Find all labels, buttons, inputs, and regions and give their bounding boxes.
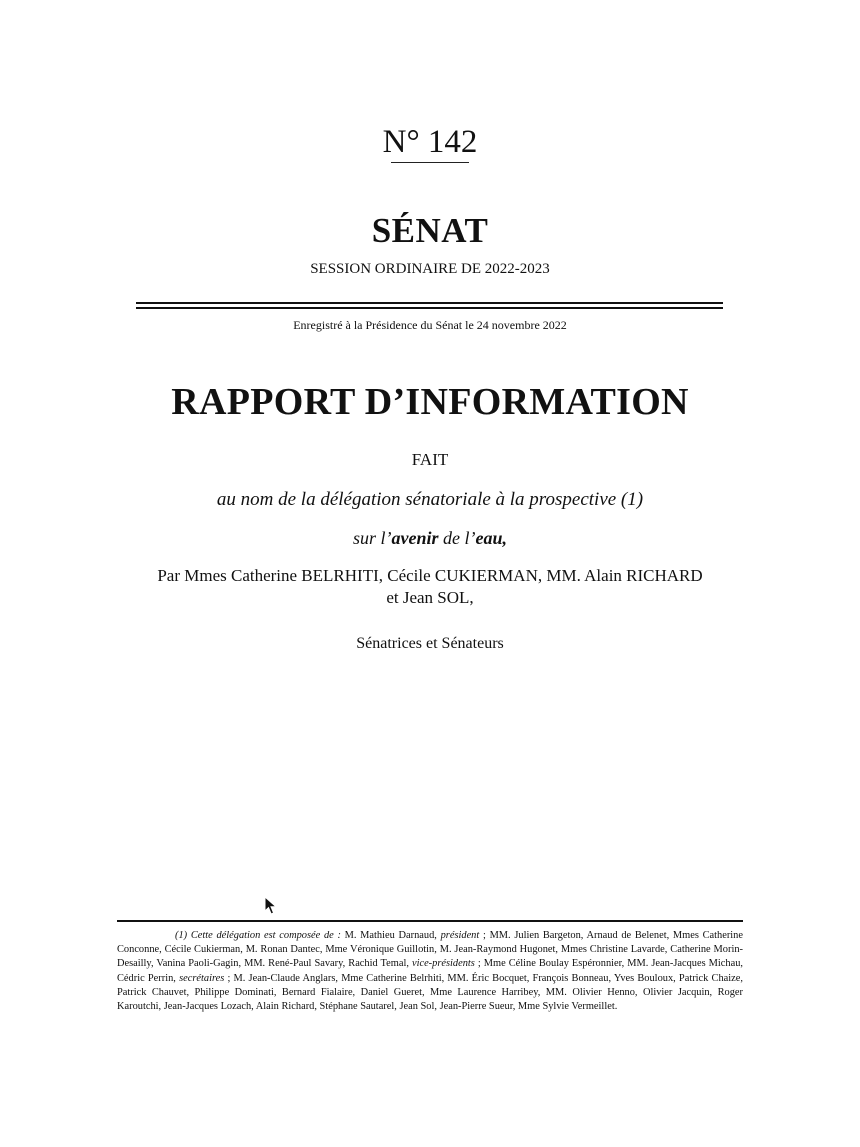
footnote-intro: (1) Cette délégation est composée de :	[175, 930, 341, 941]
footnote-vice-presidents: vice-présidents	[411, 958, 475, 970]
footnote-president: président	[440, 930, 480, 941]
header-divider-top	[136, 302, 723, 304]
chamber-title: SÉNAT	[371, 211, 489, 250]
subject-word-avenir: avenir	[391, 528, 439, 548]
footnote-segment-2: ; MM. Julien Bargeton, Arnaud de Belenet, Mmes Catherine Conconne, Cécile Cukierman, M. Ronan Dantec, Mme Véronique Guillotin, M. Jean-Raymond Hugonet, Mmes Christine Lavarde, Catherine Morin-Desailly, Vanina Paoli-Gagin, MM. René-Paul Savary, Rachid Temal,	[117, 930, 743, 970]
footnote-delegation-members	[117, 929, 743, 1014]
header-divider-bottom	[136, 307, 723, 309]
footnote-segment-4: ; M. Jean-Claude Anglars, Mme Catherine Belrhiti, MM. Éric Bocquet, François Bonneau, Yves Bouloux, Patrick Chaize, Patrick Chauvet, Philippe Dominati, Bernard Fialaire, Daniel Gueret, Mme Laurence Harribey, MM. Olivier Henno, Olivier Jacquin, Roger Karoutchi, Jean-Jacques Lozach, Alain Richard, Stéphane Sautarel, Jean Sol, Jean-Pierre Sueur, Mme Sylvie Vermeillet.	[117, 972, 743, 1013]
mouse-pointer-icon	[264, 896, 278, 916]
subject-prefix: sur l’	[353, 528, 392, 548]
report-fait: FAIT	[411, 450, 449, 469]
subject-middle: de l’	[438, 528, 476, 548]
footnote-segment-1: M. Mathieu Darnaud,	[340, 930, 441, 941]
subject-word-eau: eau	[475, 528, 503, 548]
footnote-secretaries: secrétaires	[179, 972, 225, 984]
report-subject	[0, 527, 860, 549]
authors-line-2: et Jean SOL,	[386, 588, 474, 607]
authors-roles: Sénatrices et Sénateurs	[356, 635, 504, 652]
footnote-divider	[117, 920, 743, 922]
authors-line-1: Par Mmes Catherine BELRHITI, Cécile CUKIERMAN, MM. Alain RICHARD	[157, 566, 703, 585]
report-title: RAPPORT D’INFORMATION	[171, 381, 689, 423]
report-delegation: au nom de la délégation sénatoriale à la prospective (1)	[216, 489, 644, 510]
registration-date: Enregistré à la Présidence du Sénat le 24 novembre 2022	[293, 318, 567, 332]
subject-suffix: ,	[502, 528, 507, 548]
footnote-segment-3: ; Mme Céline Boulay Espéronnier, MM. Jean-Jacques Michau, Cédric Perrin,	[117, 958, 743, 984]
number-underline	[391, 162, 469, 163]
document-number: N° 142	[382, 124, 478, 160]
session-label: SESSION ORDINAIRE DE 2022-2023	[310, 261, 550, 277]
